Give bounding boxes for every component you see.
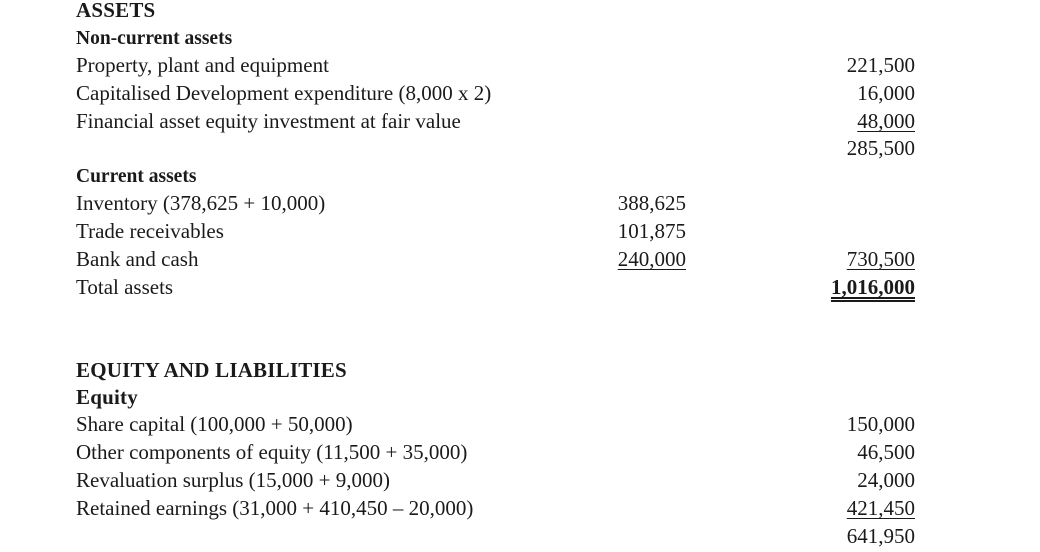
row-label-bank-cash: Bank and cash <box>76 247 199 271</box>
row-total-development: 16,000 <box>857 81 915 105</box>
assets-heading: ASSETS <box>76 0 156 22</box>
current-assets-heading: Current assets <box>76 166 197 187</box>
row-label-other-components: Other components of equity (11,500 + 35,000) <box>76 440 468 464</box>
non-current-subtotal: 285,500 <box>846 136 915 160</box>
total-assets-value: 1,016,000 <box>831 275 915 299</box>
row-label-retained-earnings: Retained earnings (31,000 + 410,450 – 20,000) <box>76 496 474 520</box>
row-label-revaluation-surplus: Revaluation surplus (15,000 + 9,000) <box>76 468 390 492</box>
row-label-share-capital: Share capital (100,000 + 50,000) <box>76 412 353 436</box>
row-label-financial-asset: Financial asset equity investment at fair value <box>76 109 461 133</box>
row-label-development: Capitalised Development expenditure (8,000 x 2) <box>76 81 492 105</box>
row-amount-trade-receivables: 101,875 <box>617 219 686 243</box>
equity-liabilities-heading: EQUITY AND LIABILITIES <box>76 358 347 382</box>
row-label-inventory: Inventory (378,625 + 10,000) <box>76 191 326 215</box>
row-label-ppe: Property, plant and equipment <box>76 53 329 77</box>
total-assets-label: Total assets <box>76 275 174 299</box>
row-total-financial-asset: 48,000 <box>857 109 915 133</box>
non-current-assets-heading: Non-current assets <box>76 28 233 49</box>
current-assets-total: 730,500 <box>846 247 915 271</box>
row-total-revaluation-surplus: 24,000 <box>857 468 915 492</box>
equity-heading: Equity <box>76 385 138 409</box>
row-total-retained-earnings: 421,450 <box>846 496 915 520</box>
row-label-trade-receivables: Trade receivables <box>76 219 224 243</box>
row-amount-inventory: 388,625 <box>617 191 686 215</box>
equity-subtotal: 641,950 <box>846 524 915 548</box>
row-total-share-capital: 150,000 <box>846 412 915 436</box>
row-total-other-components: 46,500 <box>857 440 915 464</box>
row-total-ppe: 221,500 <box>846 53 915 77</box>
row-amount-bank-cash: 240,000 <box>617 247 686 271</box>
